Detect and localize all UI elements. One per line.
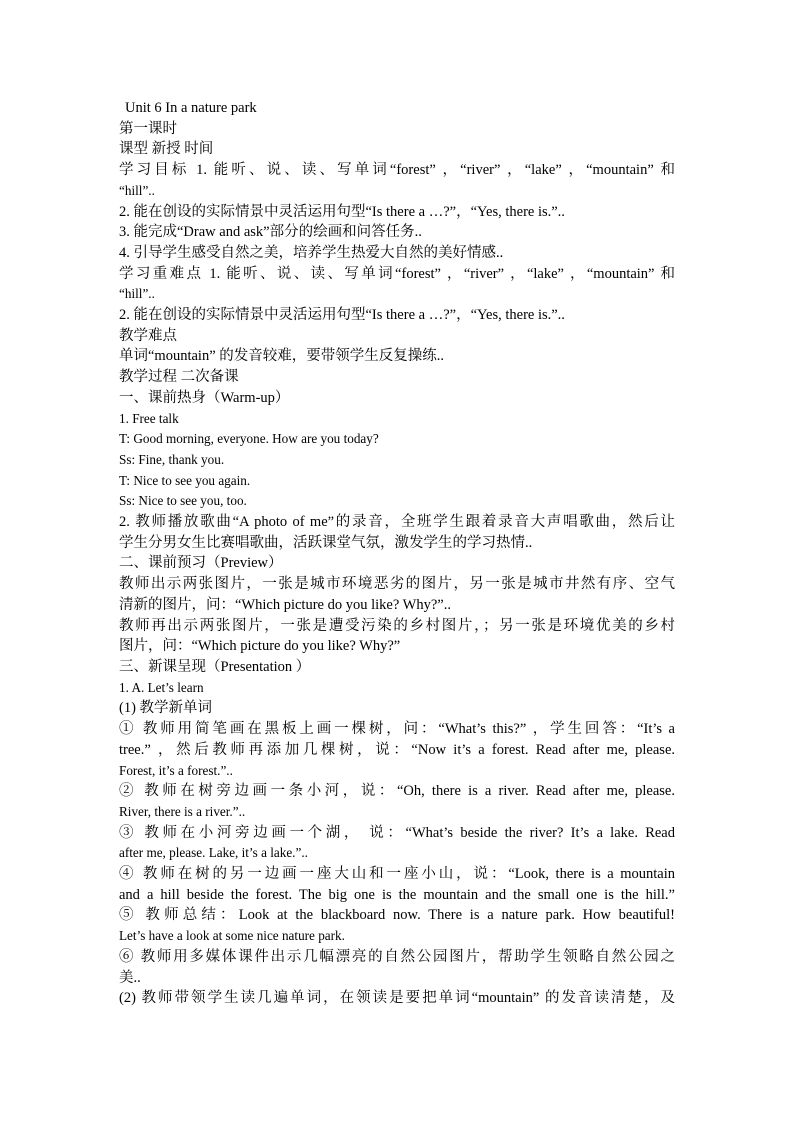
text-line: T: Nice to see you again. <box>119 472 251 488</box>
text-line: 图片，问：“Which picture do you like? Why?” <box>119 638 401 655</box>
text-line: 二、课前预习（Preview） <box>119 555 283 572</box>
text-line: ③ 教师在小河旁边画一个湖， 说：“What’s beside the river? It’s a lake. Read <box>119 824 675 841</box>
text-line: “hill”.. <box>119 286 155 302</box>
text-line: T: Good morning, everyone. How are you today? <box>119 431 379 447</box>
text-line: “hill”.. <box>119 182 155 198</box>
text-line: 一、课前热身（Warm-up） <box>119 389 290 406</box>
document-title: Unit 6 In a nature park <box>125 100 257 116</box>
text-line: 学习重难点 1. 能听、说、读、写单词“forest” ，“river” ，“lake” ，“mountain” 和 <box>119 265 675 282</box>
text-line: ⑥ 教师用多媒体课件出示几幅漂亮的自然公园图片，帮助学生领略自然公园之 <box>119 948 675 965</box>
text-line: ① 教师用简笔画在黑板上画一棵树，问：“What’s this?” ，学生回答：“It’s a <box>119 721 675 738</box>
document-page <box>119 98 675 1009</box>
text-line: (1) 教学新单词 <box>119 700 213 717</box>
text-line: 3. 能完成“Draw and ask”部分的绘画和问答任务.. <box>119 224 422 241</box>
text-line: Ss: Fine, thank you. <box>119 451 225 467</box>
text-line: 1. A. Let’s learn <box>119 679 204 695</box>
text-line: tree.” ，然后教师再添加几棵树，说：“Now it’s a forest. Read after me, please. <box>119 741 675 758</box>
text-line: 教学过程 二次备课 <box>119 369 239 386</box>
text-line: and a hill beside the forest. The big one is the mountain and the small one is the hill.” <box>119 886 675 903</box>
text-line: 课型 新授 时间 <box>119 141 214 158</box>
text-line: ④ 教师在树的另一边画一座大山和一座小山，说：“Look, there is a mountain <box>119 866 675 883</box>
text-line: 三、新课呈现（Presentation ） <box>119 658 311 675</box>
text-line: 4. 引导学生感受自然之美，培养学生热爱大自然的美好情感.. <box>119 244 504 261</box>
text-line: after me, please. Lake, it’s a lake.”.. <box>119 845 308 861</box>
text-line: 2. 能在创设的实际情景中灵活运用句型“Is there a …?”，“Yes, there is.”.. <box>119 307 565 324</box>
text-line: ② 教师在树旁边画一条小河，说：“Oh, there is a river. Read after me, please. <box>119 783 675 800</box>
text-line: ⑤ 教师总结：Look at the blackboard now. There is a nature park. How beautiful! <box>119 907 675 924</box>
text-line: River, there is a river.”.. <box>119 803 246 819</box>
text-line: 第一课时 <box>119 120 177 137</box>
text-line: 单词“mountain” 的发音较难，要带领学生反复操练.. <box>119 348 445 365</box>
text-line: 清新的图片，问：“Which picture do you like? Why?”.. <box>119 596 451 613</box>
text-line: 1. Free talk <box>119 410 179 426</box>
text-line: 教学难点 <box>119 327 177 344</box>
text-line: 2. 教师播放歌曲“A photo of me”的录音，全班学生跟着录音大声唱歌曲，然后让 <box>119 514 675 531</box>
text-line: 教师出示两张图片，一张是城市环境恶劣的图片，另一张是城市井然有序、空气 <box>119 576 675 593</box>
text-line: 学生分男女生比赛唱歌曲，活跃课堂气氛，激发学生的学习热情.. <box>119 534 533 551</box>
text-line: 美.. <box>119 969 141 986</box>
text-line: 学习目标 1. 能听、说、读、写单词“forest” ，“river” ，“lake” ，“mountain” 和 <box>119 162 675 179</box>
text-line: Forest, it’s a forest.”.. <box>119 762 233 778</box>
text-line: Ss: Nice to see you, too. <box>119 493 247 509</box>
text-line: 教师再出示两张图片，一张是遭受污染的乡村图片，；另一张是环境优美的乡村 <box>119 617 675 634</box>
text-line: Let’s have a look at some nice nature park. <box>119 928 345 944</box>
text-line: (2) 教师带领学生读几遍单词，在领读是要把单词“mountain” 的发音读清楚，及 <box>119 990 675 1007</box>
text-line: 2. 能在创设的实际情景中灵活运用句型“Is there a …?”，“Yes, there is.”.. <box>119 203 565 220</box>
document-body <box>119 119 675 1009</box>
